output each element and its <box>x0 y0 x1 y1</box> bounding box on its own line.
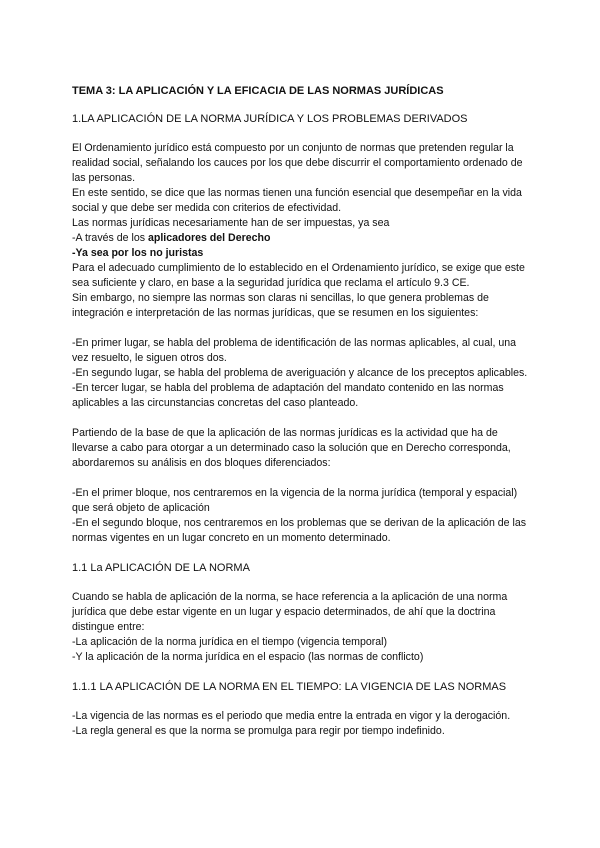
list-item: -La vigencia de las normas es el periodo que media entre la entrada en vigor y la derogación. <box>72 710 511 722</box>
document-title: TEMA 3: LA APLICACIÓN Y LA EFICACIA DE LAS NORMAS JURÍDICAS <box>72 85 444 97</box>
section-1-1-paragraph <box>72 590 528 665</box>
partiendo-paragraph: Partiendo de la base de que la aplicación de las normas jurídicas es la actividad que ha de llevarse a cabo para otorgar a un determinado caso la solución que en Derecho corresponda, abordaremos su análisis en dos bloques diferenciados: <box>72 427 511 469</box>
list-item: -En segundo lugar, se habla del problema de averiguación y alcance de los preceptos aplicables. <box>72 367 528 379</box>
intro-paragraph <box>72 141 528 321</box>
intro-line: -Ya sea por los no juristas <box>72 247 204 259</box>
section-1-1-1-paragraph <box>72 709 528 739</box>
list-item: -En primer lugar, se habla del problema de identificación de las normas aplicables, al cual, una vez resuelto, le siguen otros dos. <box>72 337 517 364</box>
blocks-list <box>72 486 528 546</box>
intro-line: Sin embargo, no siempre las normas son claras ni sencillas, lo que genera problemas de integración e interpretación de las normas jurídicas, que se resumen en los siguientes: <box>72 292 489 319</box>
list-item: -En el segundo bloque, nos centraremos en los problemas que se derivan de la aplicación de las normas vigentes en un lugar concreto en un momento determinado. <box>72 517 527 544</box>
section-1-1-heading: 1.1 La APLICACIÓN DE LA NORMA <box>72 562 250 574</box>
intro-line-prefix: -A través de los <box>72 232 148 244</box>
section-1-heading: 1.LA APLICACIÓN DE LA NORMA JURÍDICA Y LOS PROBLEMAS DERIVADOS <box>72 113 468 125</box>
intro-line: Las normas jurídicas necesariamente han de ser impuestas, ya sea <box>72 217 390 229</box>
list-item: -Y la aplicación de la norma jurídica en el espacio (las normas de conflicto) <box>72 651 424 663</box>
list-item: -La aplicación de la norma jurídica en el tiempo (vigencia temporal) <box>72 636 388 648</box>
problems-list <box>72 336 528 411</box>
intro-line <box>72 231 528 246</box>
intro-line-bold: aplicadores del Derecho <box>147 232 271 244</box>
intro-line: El Ordenamiento jurídico está compuesto por un conjunto de normas que pretenden regular la realidad social, señalando los cauces por los que debe discurrir el comportamiento ordenado de las personas. <box>72 142 523 184</box>
document-body <box>72 84 528 754</box>
paragraph-text: Cuando se habla de aplicación de la norma, se hace referencia a la aplicación de una norma jurídica que debe estar vigente en un lugar y espacio determinados, de ahí que la doctrina distingue entre: <box>72 591 508 633</box>
list-item: -En tercer lugar, se habla del problema de adaptación del mandato contenido en las normas aplicables a las circunstancias concretas del caso planteado. <box>72 382 504 409</box>
list-item: -En el primer bloque, nos centraremos en la vigencia de la norma jurídica (temporal y espacial) que será objeto de aplicación <box>72 487 518 514</box>
list-item: -La regla general es que la norma se promulga para regir por tiempo indefinido. <box>72 725 445 737</box>
intro-line: Para el adecuado cumplimiento de lo establecido en el Ordenamiento jurídico, se exige que este sea suficiente y claro, en base a la seguridad jurídica que reclama el artículo 9.3 CE. <box>72 262 525 289</box>
intro-line: En este sentido, se dice que las normas tienen una función esencial que desempeñar en la vida social y que debe ser medida con criterios de efectividad. <box>72 187 522 214</box>
section-1-1-1-heading: 1.1.1 LA APLICACIÓN DE LA NORMA EN EL TIEMPO: LA VIGENCIA DE LAS NORMAS <box>72 681 507 693</box>
